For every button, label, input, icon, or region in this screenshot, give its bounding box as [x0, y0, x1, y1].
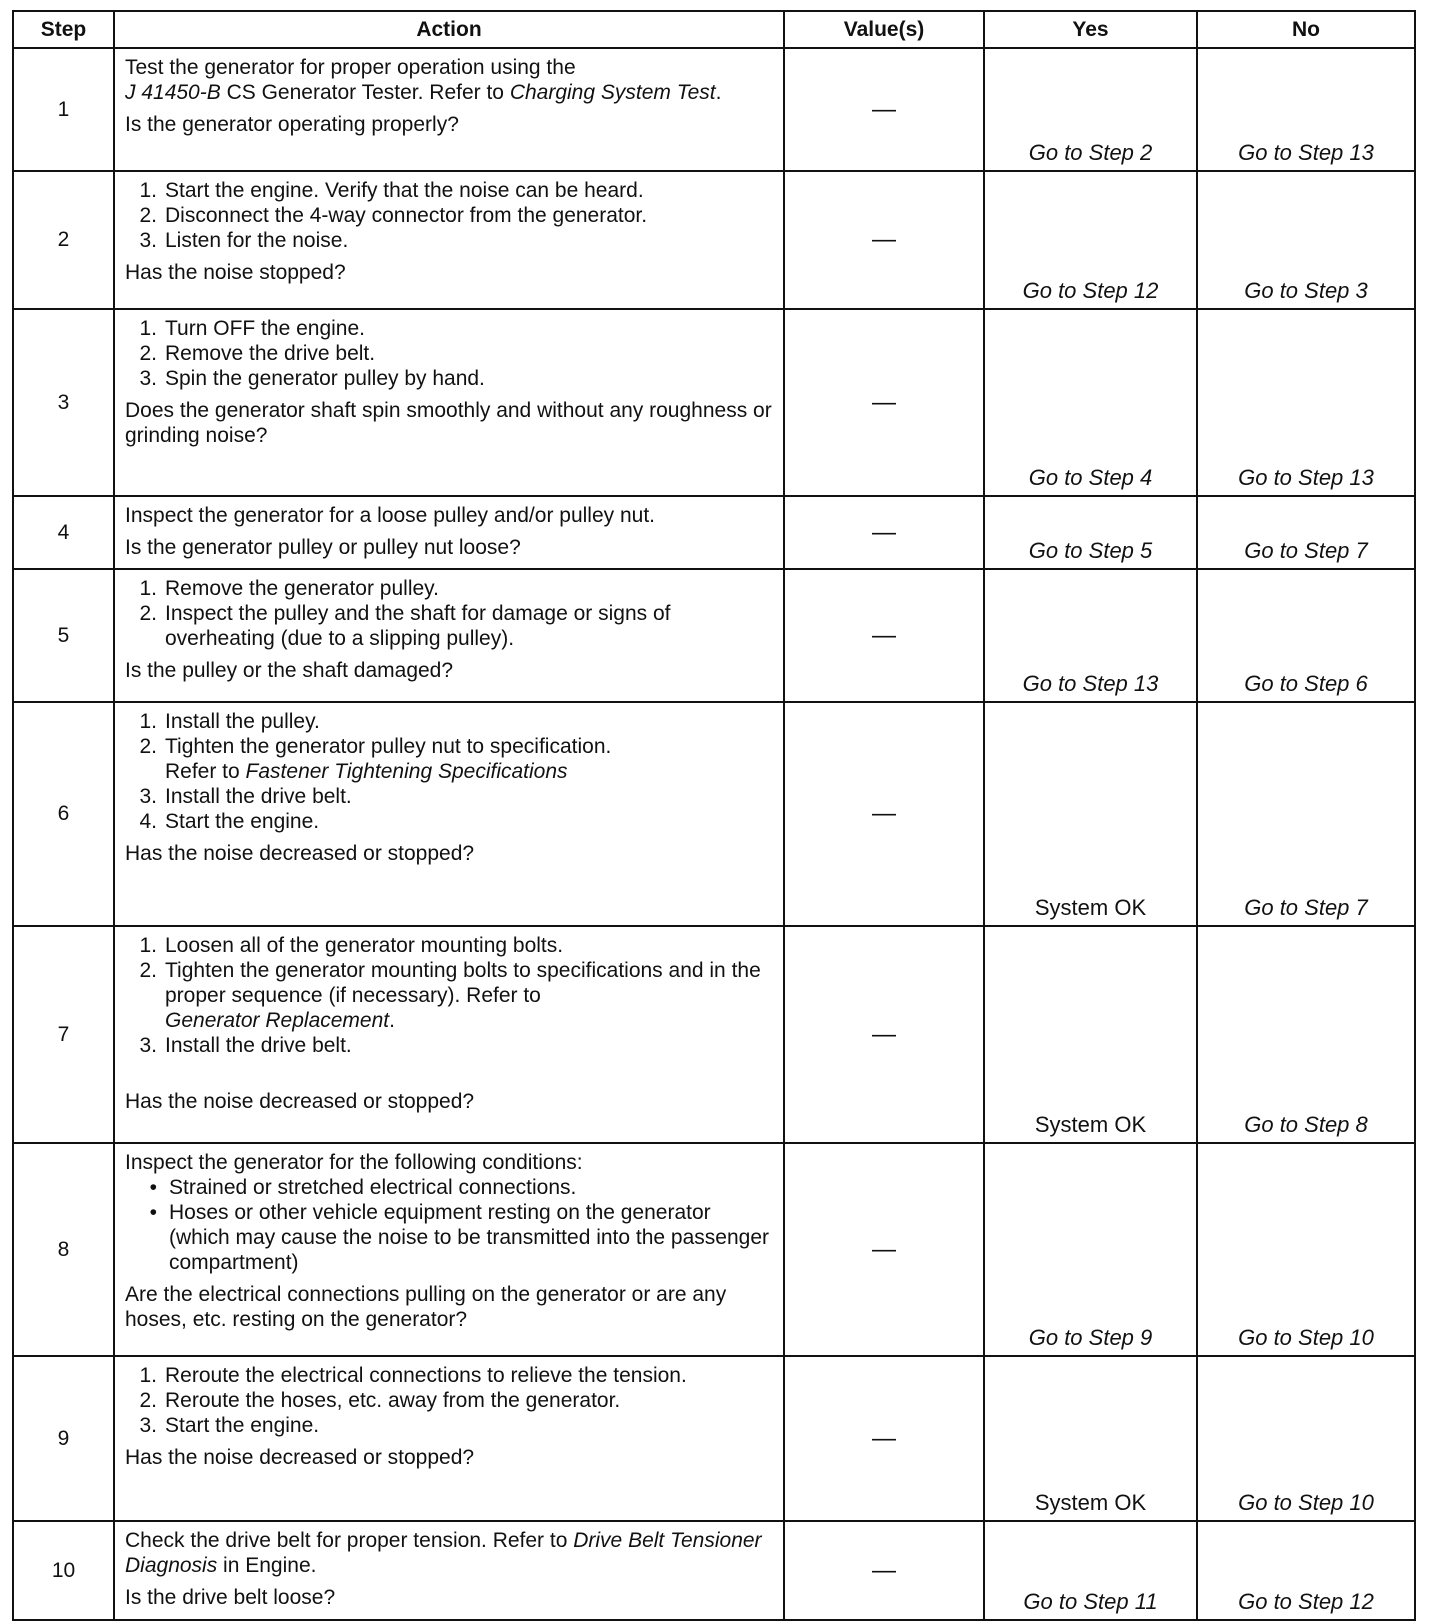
no-link[interactable]: Go to Step 6: [1197, 569, 1415, 702]
no-link[interactable]: Go to Step 3: [1197, 171, 1415, 309]
no-link[interactable]: Go to Step 7: [1197, 496, 1415, 569]
no-link[interactable]: Go to Step 12: [1197, 1521, 1415, 1620]
table-row: [13, 926, 1415, 1143]
value-dash: —: [784, 309, 984, 496]
step-number: 9: [13, 1356, 114, 1521]
question-text: Does the generator shaft spin smoothly and without any roughness or grinding noise?: [125, 399, 772, 447]
yes-link[interactable]: Go to Step 2: [984, 48, 1197, 171]
bullet-item: • Strained or stretched electrical connections.: [149, 1176, 577, 1199]
question-text: Has the noise stopped?: [125, 261, 346, 284]
no-link[interactable]: Go to Step 13: [1197, 48, 1415, 171]
table-row: [13, 702, 1415, 926]
list-item: 1. Start the engine. Verify that the noise can be heard.: [139, 179, 644, 202]
step-number: 3: [13, 309, 114, 496]
action-cell: [114, 48, 784, 171]
action-text: Inspect the generator for the following conditions:: [125, 1151, 583, 1174]
value-dash: —: [784, 702, 984, 926]
value-dash: —: [784, 569, 984, 702]
question-text: Is the generator operating properly?: [125, 113, 459, 136]
question-text: Has the noise decreased or stopped?: [125, 1090, 475, 1113]
action-cell: [114, 171, 784, 309]
action-cell: [114, 1143, 784, 1356]
value-dash: —: [784, 496, 984, 569]
bullet-item: • Hoses or other vehicle equipment resting on the generator (which may cause the noise to be transmitted into the passenger compartment): [149, 1201, 769, 1274]
list-item: 2. Inspect the pulley and the shaft for damage or signs of overheating (due to a slipping pulley).: [139, 602, 671, 650]
yes-link[interactable]: Go to Step 11: [984, 1521, 1197, 1620]
value-dash: —: [784, 48, 984, 171]
list-item: 3. Listen for the noise.: [139, 229, 349, 252]
question-text: Is the generator pulley or pulley nut loose?: [125, 536, 521, 559]
list-item: 2. Disconnect the 4-way connector from the generator.: [139, 204, 648, 227]
list-item: 3. Start the engine.: [139, 1414, 320, 1437]
no-link[interactable]: Go to Step 7: [1197, 702, 1415, 926]
question-text: Has the noise decreased or stopped?: [125, 1446, 475, 1469]
list-item: 2. Tighten the generator pulley nut to specification. Refer to Fastener Tightening Specifications: [139, 735, 612, 783]
list-item: 2. Reroute the hoses, etc. away from the generator.: [139, 1389, 621, 1412]
step-number: 4: [13, 496, 114, 569]
list-item: 2. Tighten the generator mounting bolts to specifications and in the proper sequence (if necessary). Refer to Generator Replacement.: [139, 959, 761, 1032]
no-link[interactable]: Go to Step 13: [1197, 309, 1415, 496]
table-row: [13, 309, 1415, 496]
action-cell: [114, 496, 784, 569]
table-row: [13, 48, 1415, 171]
step-number: 8: [13, 1143, 114, 1356]
list-item: 1. Install the pulley.: [139, 710, 320, 733]
action-cell: [114, 569, 784, 702]
table-row: [13, 171, 1415, 309]
value-dash: —: [784, 1143, 984, 1356]
step-number: 2: [13, 171, 114, 309]
header-values: Value(s): [784, 11, 984, 48]
list-item: 1. Remove the generator pulley.: [139, 577, 439, 600]
table-row: [13, 1521, 1415, 1620]
action-cell: [114, 702, 784, 926]
yes-link[interactable]: Go to Step 4: [984, 309, 1197, 496]
list-item: 2. Remove the drive belt.: [139, 342, 376, 365]
action-text: Inspect the generator for a loose pulley and/or pulley nut.: [125, 504, 656, 527]
action-text: Test the generator for proper operation using the J 41450-B CS Generator Tester. Refer to Charging System Test.: [125, 56, 722, 104]
action-cell: [114, 1356, 784, 1521]
table-row: [13, 1356, 1415, 1521]
header-step: Step: [13, 11, 114, 48]
table-row: [13, 496, 1415, 569]
question-text: Are the electrical connections pulling on the generator or are any hoses, etc. resting on the generator?: [125, 1283, 727, 1331]
step-number: 5: [13, 569, 114, 702]
value-dash: —: [784, 926, 984, 1143]
yes-link[interactable]: Go to Step 9: [984, 1143, 1197, 1356]
yes-link[interactable]: Go to Step 13: [984, 569, 1197, 702]
value-dash: —: [784, 1521, 984, 1620]
header-no: No: [1197, 11, 1415, 48]
list-item: 3. Install the drive belt.: [139, 785, 352, 808]
question-text: Is the drive belt loose?: [125, 1586, 336, 1609]
yes-result: System OK: [984, 702, 1197, 926]
list-item: 3. Spin the generator pulley by hand.: [139, 367, 485, 390]
no-link[interactable]: Go to Step 10: [1197, 1356, 1415, 1521]
yes-result: System OK: [984, 926, 1197, 1143]
yes-link[interactable]: Go to Step 5: [984, 496, 1197, 569]
header-action: Action: [114, 11, 784, 48]
list-item: 3. Install the drive belt.: [139, 1034, 352, 1057]
list-item: 1. Reroute the electrical connections to relieve the tension.: [139, 1364, 687, 1387]
list-item: 1. Loosen all of the generator mounting bolts.: [139, 934, 564, 957]
table-row: [13, 1143, 1415, 1356]
step-number: 10: [13, 1521, 114, 1620]
diagnostic-table: [12, 10, 1416, 1621]
step-number: 1: [13, 48, 114, 171]
no-link[interactable]: Go to Step 8: [1197, 926, 1415, 1143]
list-item: 4. Start the engine.: [139, 810, 320, 833]
question-text: Has the noise decreased or stopped?: [125, 842, 475, 865]
value-dash: —: [784, 171, 984, 309]
header-row: [13, 11, 1415, 48]
list-item: 1. Turn OFF the engine.: [139, 317, 365, 340]
table-row: [13, 569, 1415, 702]
step-number: 6: [13, 702, 114, 926]
question-text: Is the pulley or the shaft damaged?: [125, 659, 454, 682]
header-yes: Yes: [984, 11, 1197, 48]
action-cell: [114, 309, 784, 496]
action-cell: [114, 926, 784, 1143]
step-number: 7: [13, 926, 114, 1143]
yes-result: System OK: [984, 1356, 1197, 1521]
action-text: Check the drive belt for proper tension. Refer to Drive Belt Tensioner Diagnosis in Engine.: [125, 1529, 762, 1577]
action-cell: [114, 1521, 784, 1620]
yes-link[interactable]: Go to Step 12: [984, 171, 1197, 309]
value-dash: —: [784, 1356, 984, 1521]
no-link[interactable]: Go to Step 10: [1197, 1143, 1415, 1356]
